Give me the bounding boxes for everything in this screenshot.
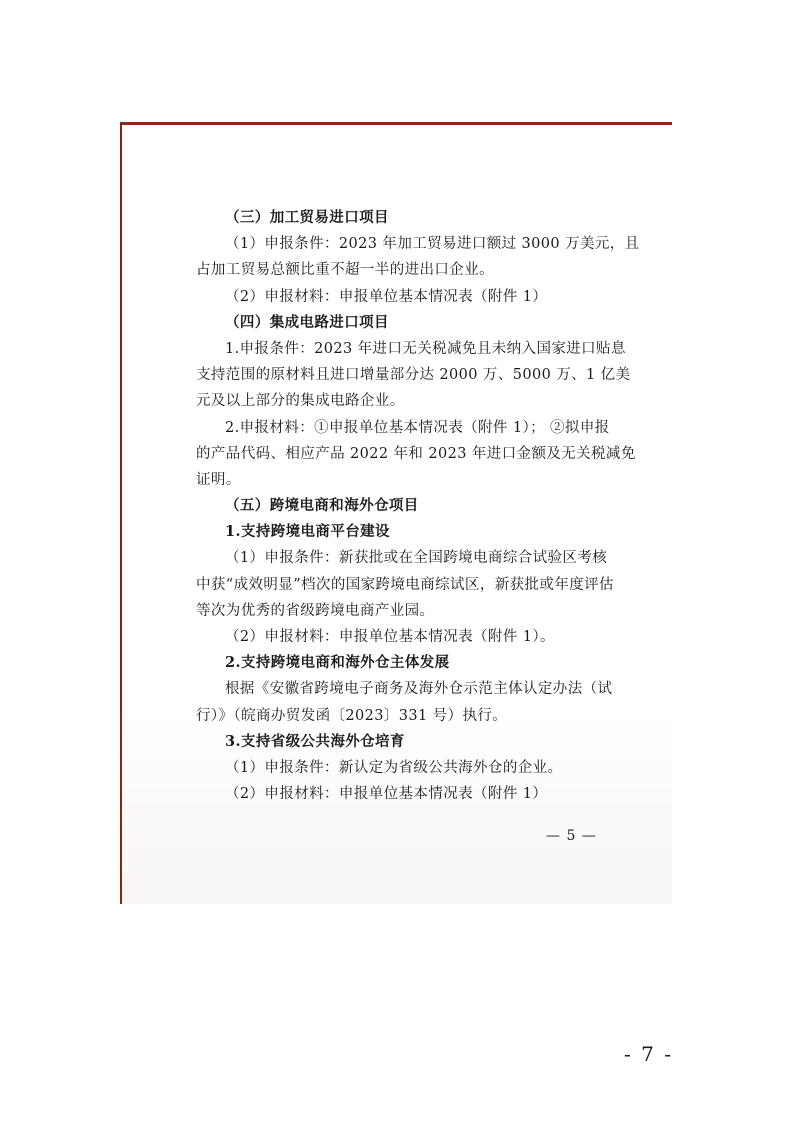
section-heading: （五）跨境电商和海外仓项目	[225, 497, 419, 515]
body-text-line: 中获“成效明显”档次的国家跨境电商综试区，新获批或年度评估	[196, 576, 614, 593]
body-text-line: （1）申报条件：2023 年加工贸易进口额过 3000 万美元，且	[225, 236, 640, 253]
body-text-line: 证明。	[196, 471, 241, 488]
section-heading: （四）集成电路进口项目	[225, 313, 389, 331]
section-heading: 1.支持跨境电商平台建设	[225, 523, 390, 541]
body-text-line: 2.申报材料：①申报单位基本情况表（附件 1）； ②拟申报	[225, 419, 610, 436]
body-text-line: （2）申报材料：申报单位基本情况表（附件 1）。	[225, 629, 555, 645]
body-text-line: （1）申报条件：新认定为省级公共海外仓的企业。	[225, 759, 563, 776]
section-heading: 3.支持省级公共海外仓培育	[225, 732, 405, 750]
body-text-line: 元及以上部分的集成电路企业。	[196, 393, 405, 410]
body-text-line: （2）申报材料：申报单位基本情况表（附件 1）	[225, 288, 548, 305]
body-text-line: 支持范围的原材料且进口增量部分达 2000 万、5000 万、1 亿美	[196, 367, 631, 384]
left-red-rule	[120, 124, 122, 904]
body-text-line: 行）》（皖商办贸发函〔2023〕331 号）执行。	[196, 707, 508, 724]
body-text-line: （2）申报材料：申报单位基本情况表（附件 1）	[225, 786, 548, 803]
body-text-line: 根据《安徽省跨境电子商务及海外仓示范主体认定办法（试	[225, 681, 613, 698]
body-text-line: 的产品代码、相应产品 2022 年和 2023 年进口金额及无关税减免	[196, 445, 636, 462]
body-text-line: 占加工贸易总额比重不超一半的进出口企业。	[196, 262, 494, 279]
outer-page-number: - 7 -	[624, 1042, 673, 1066]
body-text-line: 1.申报条件：2023 年进口无关税减免且未纳入国家进口贴息	[225, 340, 626, 357]
inner-page-number: — 5 —	[546, 828, 597, 844]
document-body	[196, 205, 640, 807]
section-heading: 2.支持跨境电商和海外仓主体发展	[225, 654, 450, 672]
body-text-line: （1）申报条件：新获批或在全国跨境电商综合试验区考核	[225, 550, 608, 567]
top-red-rule	[120, 122, 672, 125]
section-heading: （三）加工贸易进口项目	[225, 209, 389, 226]
body-text-line: 等次为优秀的省级跨境电商产业园。	[196, 602, 435, 619]
